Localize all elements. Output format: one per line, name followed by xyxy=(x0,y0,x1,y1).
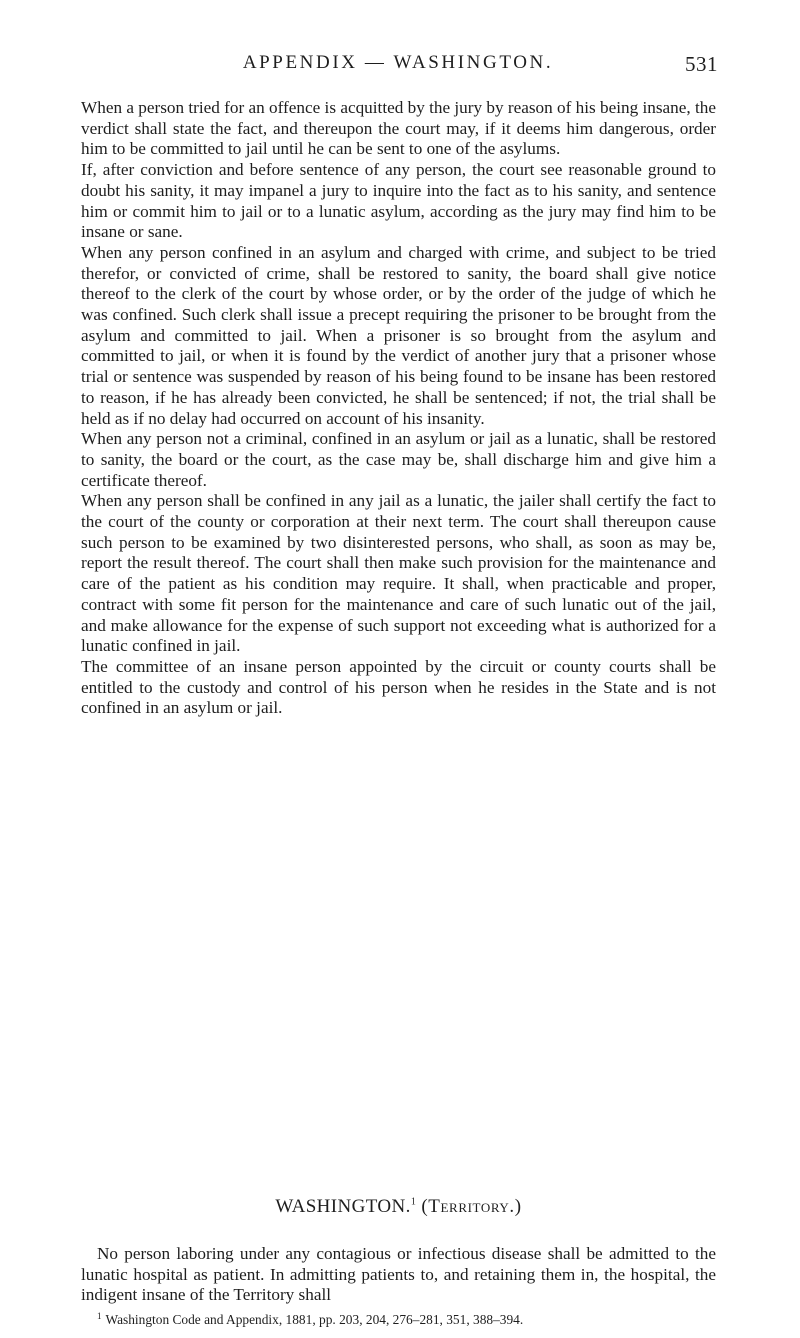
running-title: APPENDIX — WASHINGTON. xyxy=(242,52,554,73)
paragraph: The committee of an insane person appointed by the circuit or county courts shall be entitled to the custody and control of his person when he resides in the State and is not confined in an asylum or jail. xyxy=(81,656,716,718)
section-heading xyxy=(81,1196,716,1218)
paragraph: When any person shall be confined in any jail as a lunatic, the jailer shall certify the fact to the court of the county or corporation at their next term. The court shall thereupon cause such person to be examined by two disinterested persons, who shall, as soon as may be, report the result thereof. The court shall then make such provision for the maintenance and care of the patient as his condition may require. It shall, when practicable and proper, contract with some fit person for the maintenance and care of such lunatic out of the jail, and make allowance for the expense of such support not exceeding what is authorized for a lunatic confined in jail. xyxy=(81,491,716,656)
paragraph: When any person confined in an asylum and charged with crime, and subject to be tried therefor, or convicted of crime, shall be restored to sanity, the board shall give notice thereof to the clerk of the court by whose order, or by the order of the judge of which he was confined. Such clerk shall issue a precept requiring the prisoner to be brought from the asylum and committed to jail. When a prisoner is so brought from the asylum and committed to jail, or when it is found by the verdict of another jury that a prisoner whose trial or sentence was suspended by reason of his being found to be insane has been restored to reason, if he has already been convicted, he shall be sentenced; if not, the trial shall be held as if no delay had occurred on account of his insanity. xyxy=(81,242,716,428)
footnote xyxy=(97,1312,717,1328)
footnote-number: 1 xyxy=(97,1310,102,1321)
footnote-text: Washington Code and Appendix, 1881, pp. 203, 204, 276–281, 351, 388–394. xyxy=(105,1312,524,1327)
paragraph: When a person tried for an offence is acquitted by the jury by reason of his being insane, the verdict shall state the fact, and thereupon the court may, if it deems him dangerous, order him to be committed to jail until he can be sent to one of the asylums. xyxy=(81,98,716,159)
paragraph: If, after conviction and before sentence of any person, the court see reasonable ground to doubt his sanity, it may impanel a jury to inquire into the fact as to his sanity, and sentence him or commit him to jail or to a lunatic asylum, according as the jury may find him to be insane or sane. xyxy=(81,160,716,242)
section-heading-title: WASHINGTON. xyxy=(275,1196,411,1217)
running-head xyxy=(78,52,718,78)
section-text xyxy=(81,1244,716,1306)
footnote-marker: 1 xyxy=(410,1196,417,1208)
section-subheading: (Territory.) xyxy=(421,1196,522,1217)
paragraph: No person laboring under any contagious or infectious disease shall be admitted to the lunatic hospital as patient. In admitting patients to, and retaining them in, the hospital, the indigent insane of the Territory shall xyxy=(81,1244,716,1305)
page-number: 531 xyxy=(685,52,718,76)
body-text xyxy=(81,98,716,719)
paragraph: When any person not a criminal, confined in an asylum or jail as a lunatic, shall be restored to sanity, the board or the court, as the case may be, shall discharge him and give him a certificate thereof. xyxy=(81,429,716,490)
